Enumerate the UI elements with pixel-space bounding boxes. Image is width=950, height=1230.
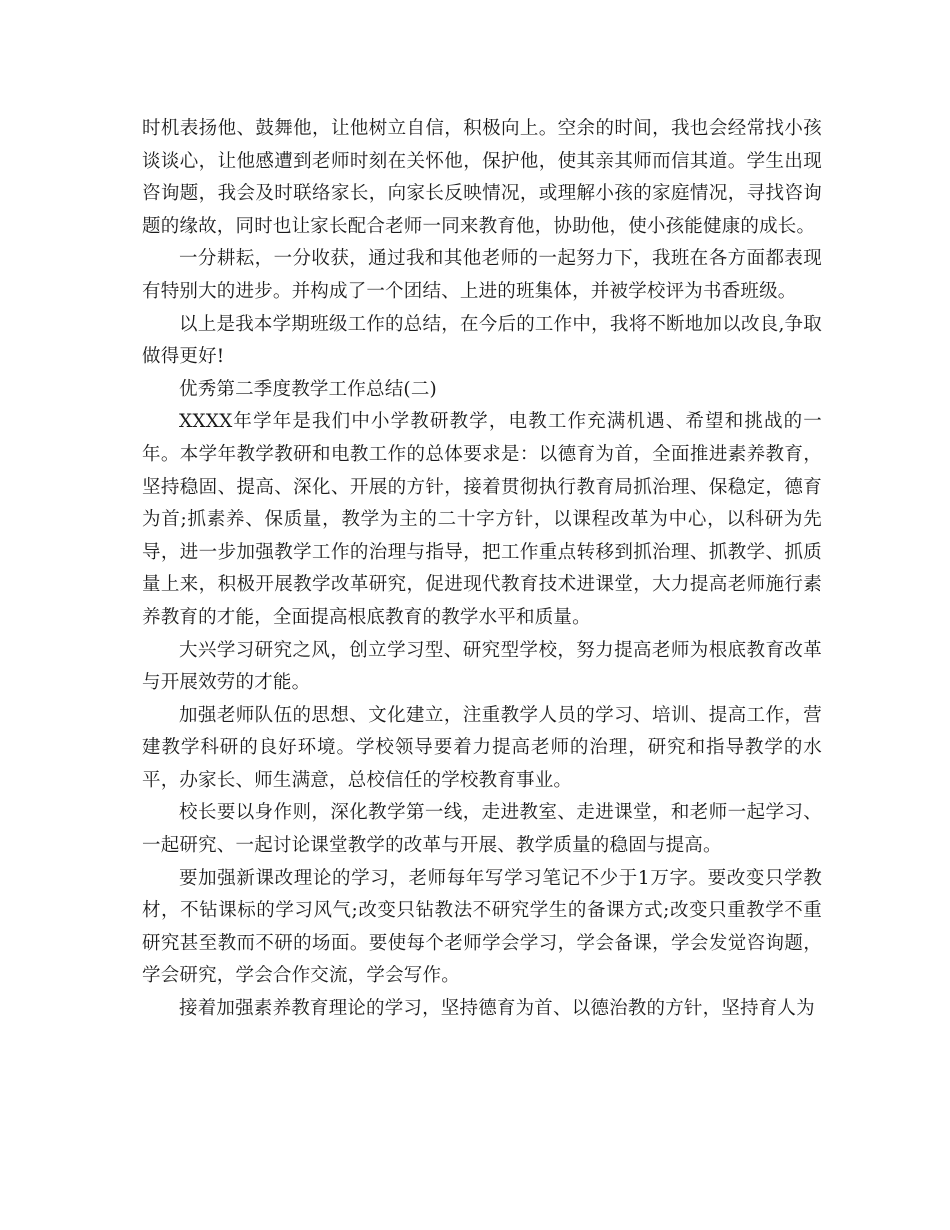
paragraph-2: 一分耕耘，一分收获，通过我和其他老师的一起努力下，我班在各方面都表现有特别大的进步。并构成了一个团结、上进的班集体，并被学校评为书香班级。 [142,248,822,302]
paragraph-3: 以上是我本学期班级工作的总结，在今后的工作中，我将不断地加以改良,争取做得更好! [142,313,822,368]
paragraph-5: XXXX年学年是我们中小学教研教学，电教工作充满机遇、希望和挑战的一年。本学年教学教研和电教工作的总体要求是：以德育为首，全面推进素养教育，坚持稳固、提高、深化、开展的方针，接着贯彻执行教育局抓治理、保稳定，德育为首;抓素养、保质量，教学为主的二十字方针，以课程改革为中心，以科研为先导，进一步加强教学工作的治理与指导，把工作重点转移到抓治理、抓教学、抓质量上来，积极开展教学改革研究，促进现代教育技术进课堂，大力提高老师施行素养教育的才能，全面提高根底教育的教学水平和质量。 [142,411,822,628]
paragraph-7: 加强老师队伍的思想、文化建立，注重教学人员的学习、培训、提高工作，营建教学科研的良好环境。学校领导要着力提高老师的治理，研究和指导教学的水平，办家长、师生满意，总校信任的学校教育事业。 [142,704,822,791]
paragraph-6: 大兴学习研究之风，创立学习型、研究型学校，努力提高老师为根底教育改革与开展效劳的才能。 [142,639,822,694]
paragraph-9: 要加强新课改理论的学习，老师每年写学习笔记不少于1万字。要改变只学教材，不钻课标的学习风气;改变只钻教法不研究学生的备课方式;改变只重教学不重研究甚至教而不研的场面。要使每个老师学会学习，学会备课，学会发觉咨询题，学会研究，学会合作交流，学会写作。 [142,867,822,987]
paragraph-1: 时机表扬他、鼓舞他，让他树立自信，积极向上。空余的时间，我也会经常找小孩谈谈心，让他感遭到老师时刻在关怀他，保护他，使其亲其师而信其道。学生出现咨询题，我会及时联络家长，向家长反映情况，或理解小孩的家庭情况，寻找咨询题的缘故，同时也让家长配合老师一同来教育他，协助他，使小孩能健康的成长。 [142,118,822,237]
document-body [142,113,822,1026]
paragraph-8: 校长要以身作则，深化教学第一线，走进教室、走进课堂，和老师一起学习、一起研究、一起讨论课堂教学的改革与开展、教学质量的稳固与提高。 [142,802,822,857]
section-heading: 优秀第二季度教学工作总结(二) [179,378,437,400]
paragraph-10: 接着加强素养教育理论的学习，坚持德育为首、以德治教的方针，坚持育人为 [179,998,815,1020]
